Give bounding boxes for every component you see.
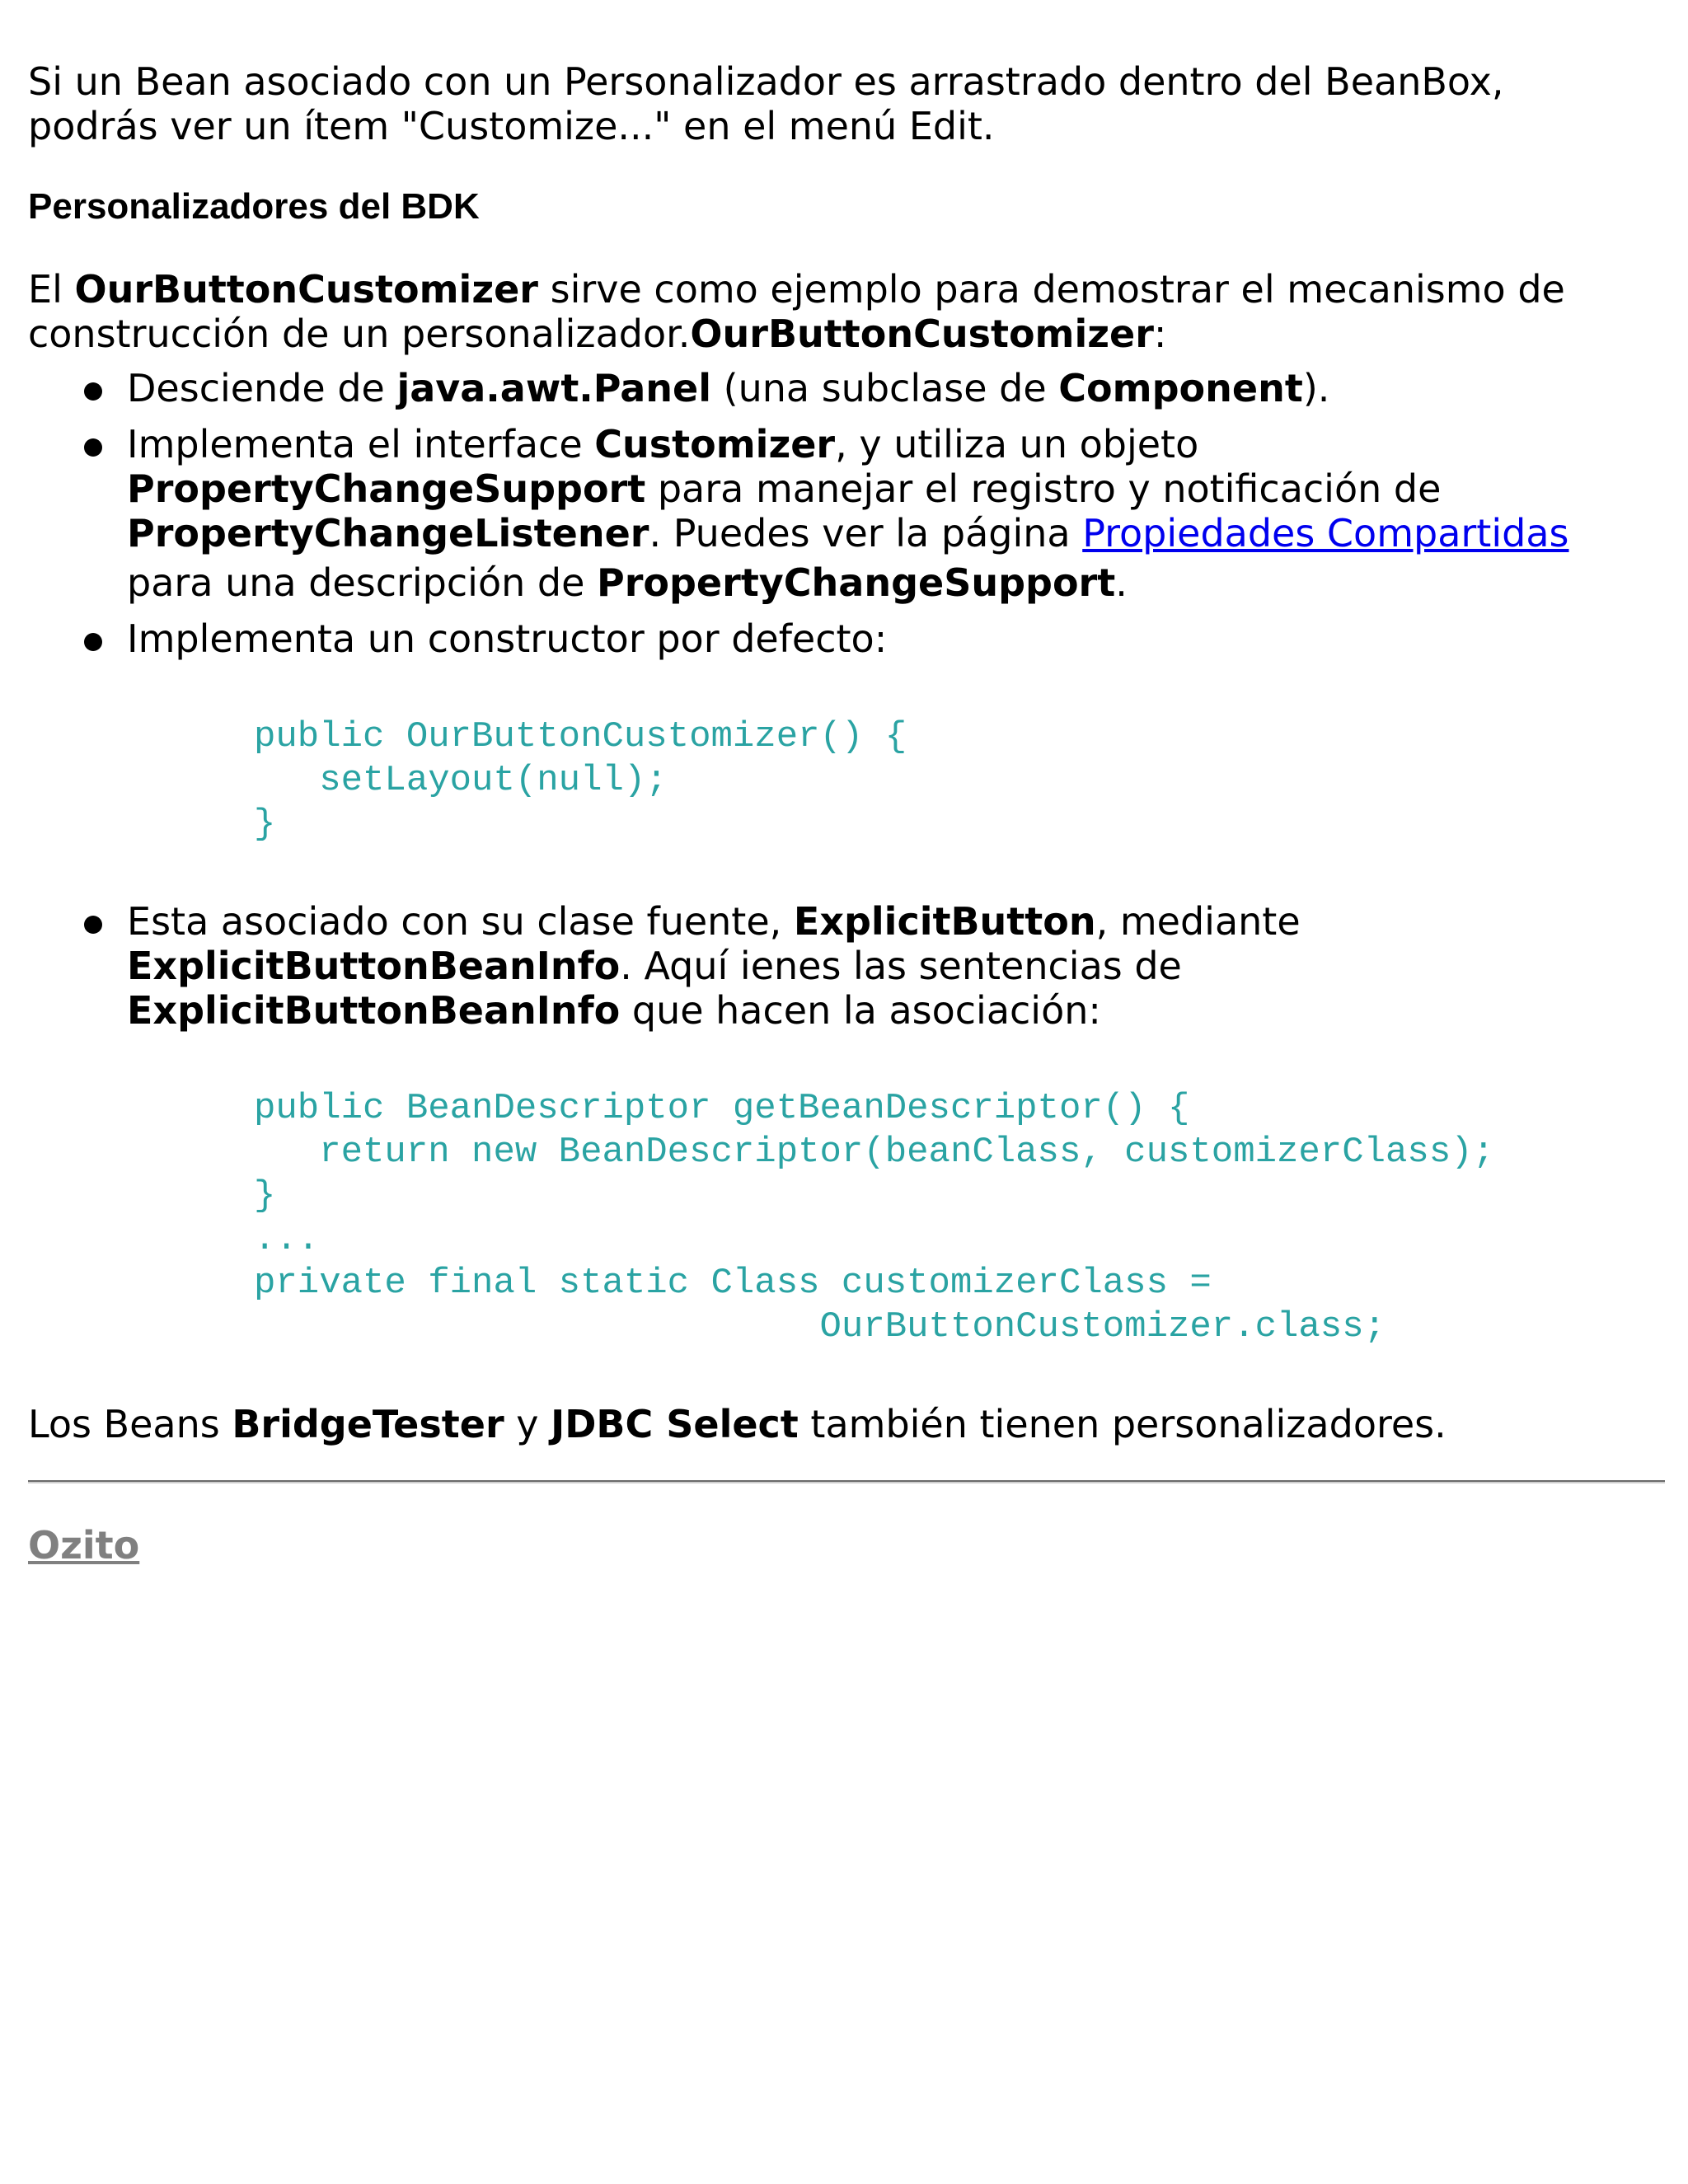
text: y (504, 1402, 551, 1446)
text: sirve como ejemplo para demostrar el mecanismo de (537, 267, 1565, 312)
class-name-bold: OurButtonCustomizer (690, 312, 1154, 356)
class-name-bold: ExplicitButtonBeanInfo (127, 988, 621, 1033)
class-name-bold: OurButtonCustomizer (74, 267, 538, 312)
bullet-icon (84, 438, 102, 457)
class-name-bold: ExplicitButtonBeanInfo (127, 944, 621, 988)
text: Implementa el interface (127, 422, 595, 466)
bullet-icon (84, 916, 102, 934)
list-item (28, 422, 1668, 605)
beaninfo-code-block: public BeanDescriptor getBeanDescriptor() { return new BeanDescriptor(beanClass, customizerClass); } ... private final static Class customizerClass = OurButtonCustomizer.class; (254, 1088, 1495, 1347)
bullet-icon (84, 382, 102, 401)
text: también tienen personalizadores. (798, 1402, 1447, 1446)
class-name-bold: PropertyChangeSupport (127, 466, 646, 511)
bean-name-bold: JDBC Select (551, 1402, 799, 1446)
text: (una subclase de (711, 366, 1059, 410)
list-item (28, 366, 1668, 410)
list-item (28, 616, 1668, 846)
section-heading: Personalizadores del BDK (28, 186, 480, 227)
class-name-bold: java.awt.Panel (396, 366, 712, 410)
feature-list (28, 366, 1668, 1349)
class-name-bold: Customizer (594, 422, 836, 466)
bean-name-bold: BridgeTester (232, 1402, 504, 1446)
text: . Puedes ver la página (649, 511, 1083, 555)
text: para una descripción de (127, 560, 597, 605)
class-name-bold: Component (1058, 366, 1303, 410)
class-name-bold: PropertyChangeListener (127, 511, 649, 555)
text: que hacen la asociación: (620, 988, 1101, 1033)
class-name-bold: ExplicitButton (793, 899, 1096, 944)
text: Los Beans (28, 1402, 232, 1446)
intro-paragraph (28, 59, 1668, 148)
text: , mediante (1095, 899, 1301, 944)
text: Desciende de (127, 366, 397, 410)
text: ). (1302, 366, 1330, 410)
class-name-bold: PropertyChangeSupport (597, 560, 1116, 605)
intro-line-2: podrás ver un ítem "Customize..." en el menú Edit. (28, 104, 995, 148)
text: . Aquí ienes las sentencias de (620, 944, 1182, 988)
ozito-home-link[interactable]: Ozito (28, 1523, 140, 1568)
constructor-code-block: public OurButtonCustomizer() { setLayout(null); } (254, 716, 907, 845)
text: , y utiliza un objeto (835, 422, 1199, 466)
text: : (1153, 312, 1167, 356)
intro-line-1: Si un Bean asociado con un Personalizador es arrastrado dentro del BeanBox, (28, 59, 1504, 104)
text: para manejar el registro y notificación de (645, 466, 1442, 511)
text: construcción de un personalizador. (28, 312, 691, 356)
bullet-icon (84, 633, 102, 651)
text: El (28, 267, 75, 312)
closing-paragraph (28, 1402, 1668, 1446)
document-body (28, 59, 1668, 1446)
shared-properties-link[interactable]: Propiedades Compartidas (1082, 511, 1569, 555)
description-paragraph (28, 267, 1668, 356)
horizontal-divider (28, 1480, 1665, 1483)
text: Esta asociado con su clase fuente, (127, 899, 794, 944)
text: Implementa un constructor por defecto: (127, 616, 888, 661)
text: . (1115, 560, 1128, 605)
list-item (28, 899, 1668, 1349)
